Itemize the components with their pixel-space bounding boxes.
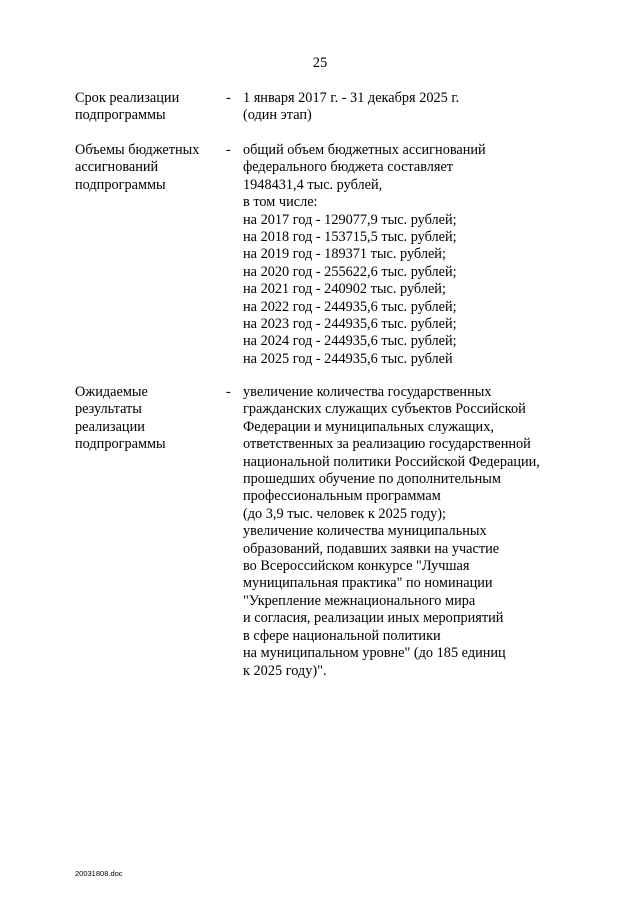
content-line: 1948431,4 тыс. рублей,: [243, 176, 383, 193]
budget-year-line: на 2018 год - 153715,5 тыс. рублей;: [243, 229, 457, 246]
section-label: [75, 384, 225, 454]
section-content: [243, 384, 623, 680]
content-line: 1 января 2017 г. - 31 декабря 2025 г.: [243, 90, 460, 106]
content-line: увеличение количества муниципальных: [243, 523, 487, 540]
label-line: Объемы бюджетных: [75, 142, 200, 158]
section-content: [243, 90, 623, 125]
budget-year-line: на 2017 год - 129077,9 тыс. рублей;: [243, 211, 457, 228]
budget-year-line: на 2022 год - 244935,6 тыс. рублей;: [243, 298, 457, 315]
document-filename-footer: 20031808.doc: [75, 869, 123, 878]
content-line: в том числе:: [243, 194, 318, 211]
content-line: в сфере национальной политики: [243, 627, 441, 644]
budget-year-line: на 2020 год - 255622,6 тыс. рублей;: [243, 263, 457, 280]
content-line: ответственных за реализацию государственной: [243, 436, 531, 453]
label-line: подпрограммы: [75, 176, 166, 193]
content-line: во Всероссийском конкурсе "Лучшая: [243, 558, 470, 575]
content-line: гражданских служащих субъектов Российской: [243, 401, 526, 418]
label-line: подпрограммы: [75, 436, 166, 453]
section-dash: -: [226, 90, 231, 106]
section-label: [75, 90, 225, 125]
label-line: ассигнований: [75, 159, 159, 176]
section-content: [243, 142, 623, 368]
content-line: национальной политики Российской Федерации,: [243, 453, 540, 470]
content-line: к 2025 году)".: [243, 662, 327, 679]
label-line: подпрограммы: [75, 107, 166, 124]
content-line: "Укрепление межнационального мира: [243, 592, 476, 609]
budget-year-line: на 2025 год - 244935,6 тыс. рублей: [243, 350, 453, 367]
label-line: Срок реализации: [75, 90, 180, 106]
budget-year-line: на 2023 год - 244935,6 тыс. рублей;: [243, 316, 457, 333]
content-line: федерального бюджета составляет: [243, 159, 454, 176]
content-line: муниципальная практика" по номинации: [243, 575, 493, 592]
content-line: профессиональным программам: [243, 488, 441, 505]
content-line: (один этап): [243, 107, 312, 124]
content-line: (до 3,9 тыс. человек к 2025 году);: [243, 505, 446, 522]
content-line: и согласия, реализации иных мероприятий: [243, 610, 504, 627]
label-line: Ожидаемые: [75, 384, 148, 400]
section-dash: -: [226, 384, 231, 400]
content-line: Федерации и муниципальных служащих,: [243, 418, 494, 435]
section-dash: -: [226, 142, 231, 158]
content-line: прошедших обучение по дополнительным: [243, 471, 501, 488]
label-line: реализации: [75, 418, 145, 435]
content-line: общий объем бюджетных ассигнований: [243, 142, 486, 158]
label-line: результаты: [75, 401, 142, 418]
budget-year-line: на 2021 год - 240902 тыс. рублей;: [243, 281, 446, 298]
section-label: [75, 142, 225, 194]
budget-year-line: на 2019 год - 189371 тыс. рублей;: [243, 246, 446, 263]
content-line: на муниципальном уровне" (до 185 единиц: [243, 645, 506, 662]
content-line: увеличение количества государственных: [243, 384, 492, 400]
page-number: 25: [312, 55, 328, 71]
content-line: образований, подавших заявки на участие: [243, 540, 500, 557]
budget-year-line: на 2024 год - 244935,6 тыс. рублей;: [243, 333, 457, 350]
